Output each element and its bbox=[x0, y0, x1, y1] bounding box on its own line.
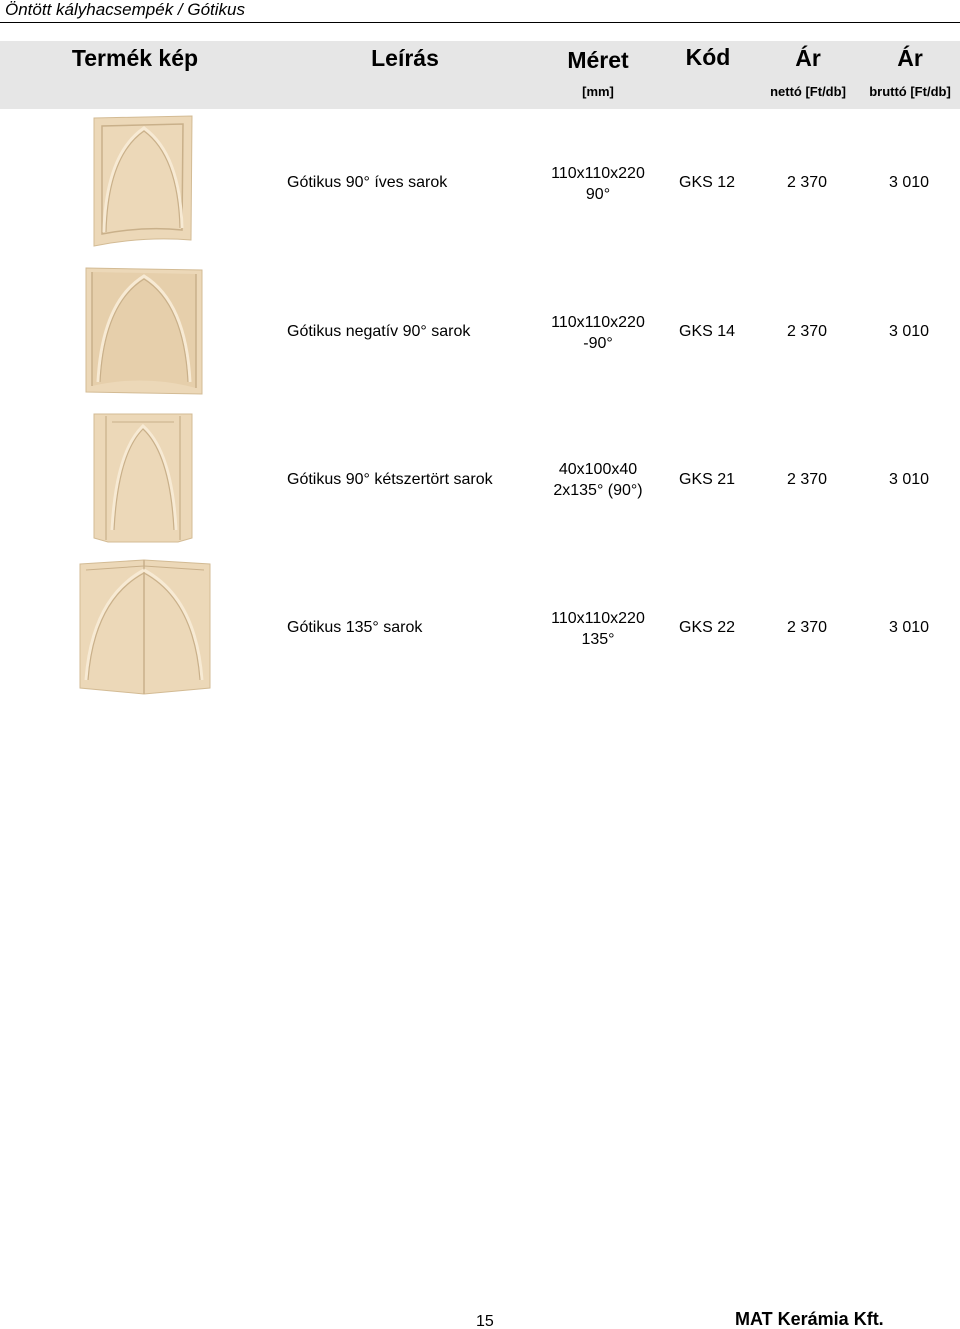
row-size-line2: 2x135° (90°) bbox=[553, 482, 643, 499]
page-number: 15 bbox=[476, 1313, 494, 1329]
row-code: GKS 14 bbox=[679, 323, 736, 340]
row-price-gross: 3 010 bbox=[889, 174, 930, 191]
row-size-line1: 110x110x220 bbox=[551, 314, 645, 331]
row-size bbox=[528, 459, 668, 501]
row-price-net: 2 370 bbox=[787, 619, 828, 636]
row-description: Gótikus 90° kétszertört sarok bbox=[287, 471, 493, 488]
table-row bbox=[0, 558, 960, 698]
tile-135-corner-image bbox=[78, 558, 212, 696]
table-row bbox=[0, 412, 960, 546]
header-price-net: Ár bbox=[795, 45, 821, 71]
row-size-line1: 40x100x40 bbox=[558, 461, 638, 478]
row-size bbox=[528, 608, 668, 650]
row-code: GKS 21 bbox=[679, 471, 736, 488]
row-size-line2: -90° bbox=[583, 335, 613, 352]
table-row bbox=[0, 266, 960, 398]
row-code: GKS 12 bbox=[679, 174, 736, 191]
row-price-net: 2 370 bbox=[787, 323, 828, 340]
row-size-line1: 110x110x220 bbox=[551, 610, 645, 627]
row-description: Gótikus negatív 90° sarok bbox=[287, 323, 471, 340]
header-price-net-unit: nettó [Ft/db] bbox=[770, 84, 846, 99]
row-code: GKS 22 bbox=[679, 619, 736, 636]
row-size-line1: 110x110x220 bbox=[551, 165, 645, 182]
row-price-net: 2 370 bbox=[787, 471, 828, 488]
company-name: MAT Kerámia Kft. bbox=[735, 1309, 884, 1329]
header-size-unit: [mm] bbox=[582, 84, 614, 99]
header-size: Méret bbox=[567, 47, 629, 73]
row-description: Gótikus 90° íves sarok bbox=[287, 174, 448, 191]
header-description: Leírás bbox=[371, 45, 439, 71]
row-price-gross: 3 010 bbox=[889, 471, 930, 488]
header-price-gross: Ár bbox=[897, 45, 923, 71]
tile-curved-corner-image bbox=[92, 114, 194, 248]
tile-negative-corner-image bbox=[84, 266, 204, 396]
row-price-gross: 3 010 bbox=[889, 619, 930, 636]
header-image: Termék kép bbox=[71, 45, 199, 71]
title-divider bbox=[0, 22, 960, 23]
row-description: Gótikus 135° sarok bbox=[287, 619, 423, 636]
tile-double-angled-corner-image bbox=[92, 412, 194, 544]
table-row bbox=[0, 114, 960, 250]
header-price-gross-unit: bruttó [Ft/db] bbox=[869, 84, 951, 99]
row-price-gross: 3 010 bbox=[889, 323, 930, 340]
row-size bbox=[528, 312, 668, 354]
page-title: Öntött kályhacsempék / Gótikus bbox=[5, 0, 245, 19]
row-size-line2: 90° bbox=[585, 186, 611, 203]
table-header bbox=[0, 41, 960, 109]
row-size-line2: 135° bbox=[581, 631, 615, 648]
row-size bbox=[528, 163, 668, 205]
row-price-net: 2 370 bbox=[787, 174, 828, 191]
header-code: Kód bbox=[685, 44, 731, 70]
